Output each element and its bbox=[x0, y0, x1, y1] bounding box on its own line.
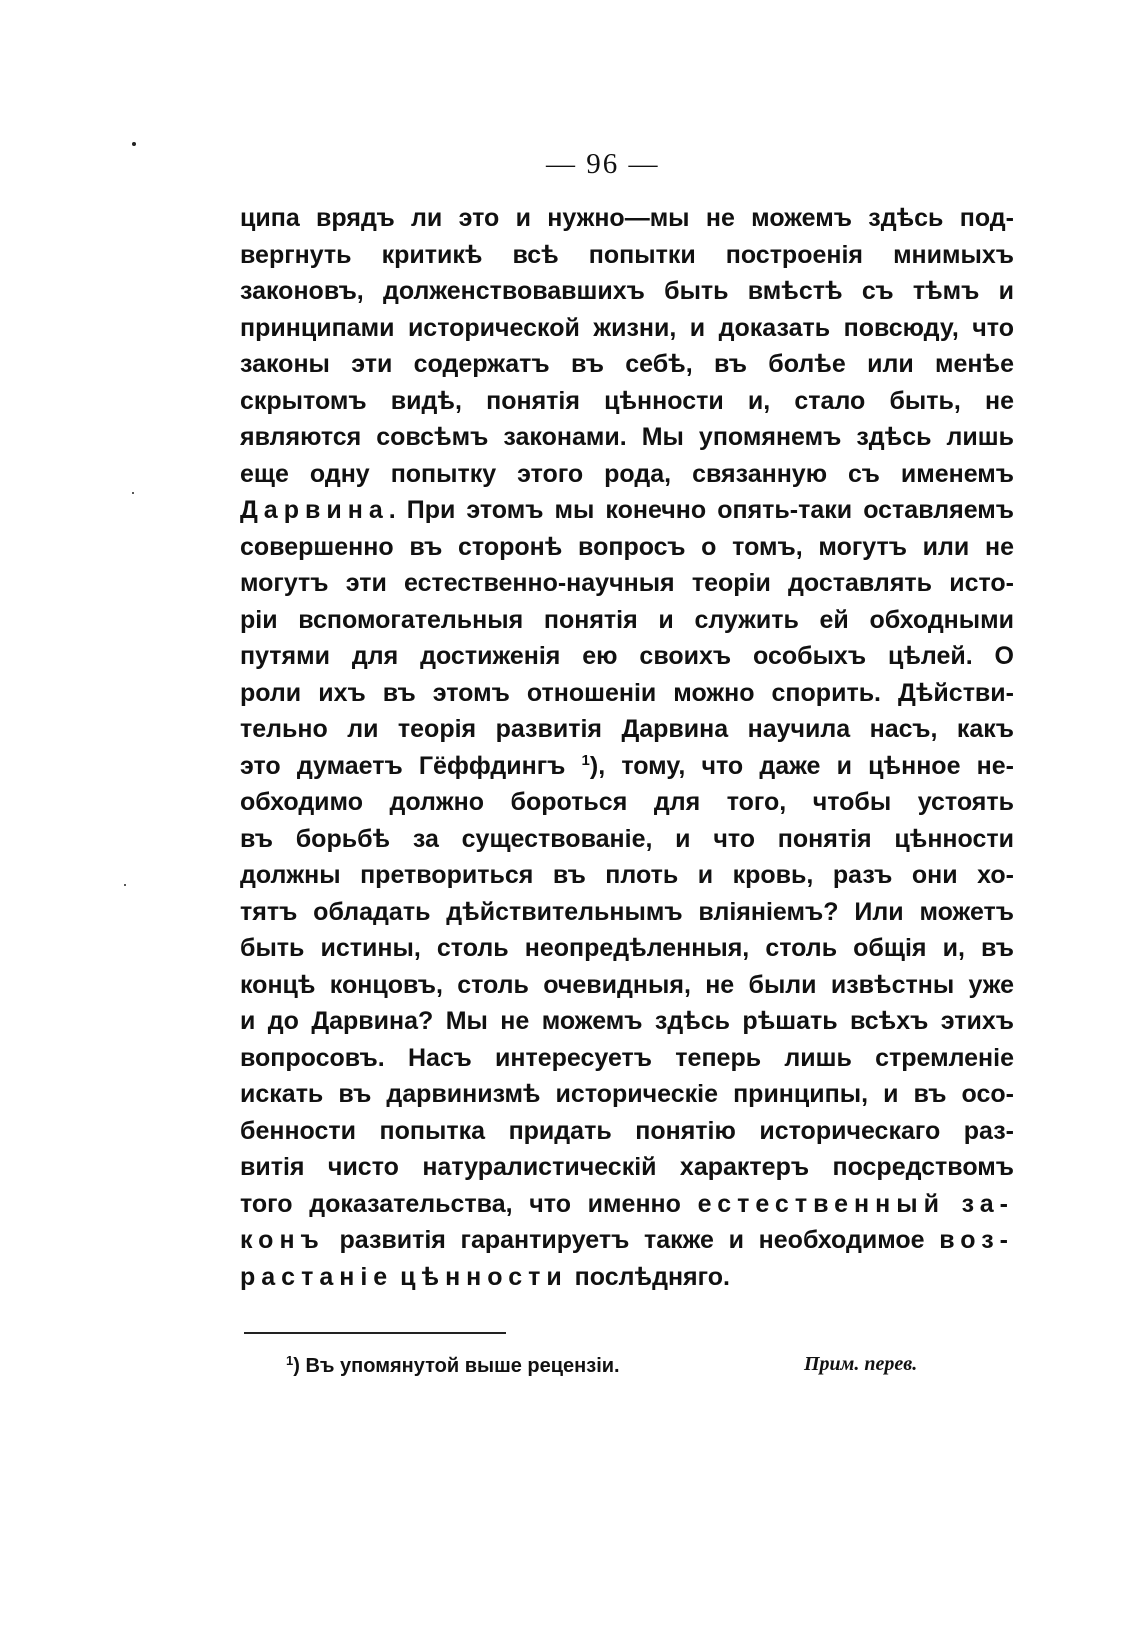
text-line: принципами исторической жизни, и доказать повсюду, что bbox=[240, 313, 1014, 342]
text-line: могутъ эти естественно-научныя теоріи доставлять исто- bbox=[240, 569, 1014, 597]
text-line: и до Дарвина? Мы не можемъ здѣсь рѣшать всѣхъ этихъ bbox=[240, 1007, 1014, 1035]
spaced-word-za: за- bbox=[961, 1189, 1014, 1218]
footnote-text: ) Въ упомянутой выше рецензіи. bbox=[293, 1355, 620, 1377]
print-speck bbox=[124, 884, 126, 886]
text-line: являются совсѣмъ законами. Мы упомянемъ здѣсь лишь bbox=[240, 423, 1014, 451]
text-line: вопросовъ. Насъ интересуетъ теперь лишь стремленіе bbox=[240, 1043, 1014, 1072]
text-line: должны претвориться въ плоть и кровь, разъ они хо- bbox=[240, 861, 1014, 889]
translator-note: Прим. перев. bbox=[804, 1353, 918, 1375]
body-text bbox=[240, 200, 1014, 1295]
text-line: тельно ли теорія развитія Дарвина научила насъ, какъ bbox=[240, 715, 1014, 743]
print-speck bbox=[132, 492, 134, 494]
text-line: того доказательства, что именно естественный за- bbox=[240, 1189, 1014, 1218]
spaced-word-natural: естественный bbox=[697, 1189, 945, 1218]
footnote-mark: 1 bbox=[286, 1353, 294, 1368]
footnote-ref: 1 bbox=[581, 751, 590, 769]
spaced-word-growth-start: воз- bbox=[939, 1226, 1014, 1254]
text-line: вергнуть критикѣ всѣ попытки построенія мнимыхъ bbox=[240, 240, 1014, 269]
text-line: искать въ дарвинизмѣ историческіе принципы, и въ осо- bbox=[240, 1080, 1014, 1108]
text-line: роли ихъ въ этомъ отношеніи можно спорить. Дѣйстви- bbox=[240, 678, 1014, 707]
text-line: быть истины, столь неопредѣленныя, столь общія и, въ bbox=[240, 934, 1014, 962]
text-line: въ борьбѣ за существованіе, и что понятія цѣнности bbox=[240, 824, 1014, 853]
text-line: витія чисто натуралистическій характеръ посредствомъ bbox=[240, 1153, 1014, 1181]
text-line: бенности попытка придать понятію историческаго раз- bbox=[240, 1116, 1014, 1145]
text-line: путями для достиженія ею своихъ особыхъ цѣлей. О bbox=[240, 642, 1014, 670]
text-line: концѣ концовъ, столь очевидныя, не были извѣстны уже bbox=[240, 970, 1014, 999]
text-line: еще одну попытку этого рода, связанную съ именемъ bbox=[240, 459, 1014, 488]
text-line: совершенно въ сторонѣ вопросъ о томъ, могутъ или не bbox=[240, 532, 1014, 561]
text-line: конъ развитія гарантируетъ также и необходимое воз- bbox=[240, 1226, 1014, 1254]
text-line: ципа врядъ ли это и нужно—мы не можемъ здѣсь под- bbox=[240, 204, 1014, 232]
footnote bbox=[286, 1353, 946, 1378]
page-number: — 96 — bbox=[546, 148, 660, 180]
text-line: законы эти содержатъ въ себѣ, въ болѣе или менѣе bbox=[240, 350, 1014, 378]
spaced-word-value: цѣнности bbox=[400, 1262, 568, 1291]
text-line: это думаетъ Гёффдингъ $^1$), тому, что даже и цѣнное не- bbox=[240, 751, 1014, 780]
print-speck bbox=[132, 142, 136, 146]
spaced-word-law: конъ bbox=[240, 1226, 325, 1254]
text-line: Дарвина. При этомъ мы конечно опять-таки оставляемъ bbox=[240, 496, 1014, 524]
text-line: тятъ обладать дѣйствительнымъ вліяніемъ? Или можетъ bbox=[240, 897, 1014, 926]
text-line: ріи вспомогательныя понятія и служить ей обходными bbox=[240, 605, 1014, 634]
text-line: обходимо должно бороться для того, чтобы устоять bbox=[240, 788, 1014, 816]
spaced-word-growth: растаніе bbox=[240, 1262, 394, 1291]
text-line: скрытомъ видѣ, понятія цѣнности и, стало быть, не bbox=[240, 386, 1014, 415]
text-line: растаніе цѣнности послѣдняго. bbox=[240, 1262, 730, 1291]
text-line: законовъ, долженствовавшихъ быть вмѣстѣ съ тѣмъ и bbox=[240, 277, 1014, 305]
footnote-divider bbox=[244, 1332, 506, 1334]
spaced-word-darwin: Дарвина bbox=[240, 496, 389, 524]
